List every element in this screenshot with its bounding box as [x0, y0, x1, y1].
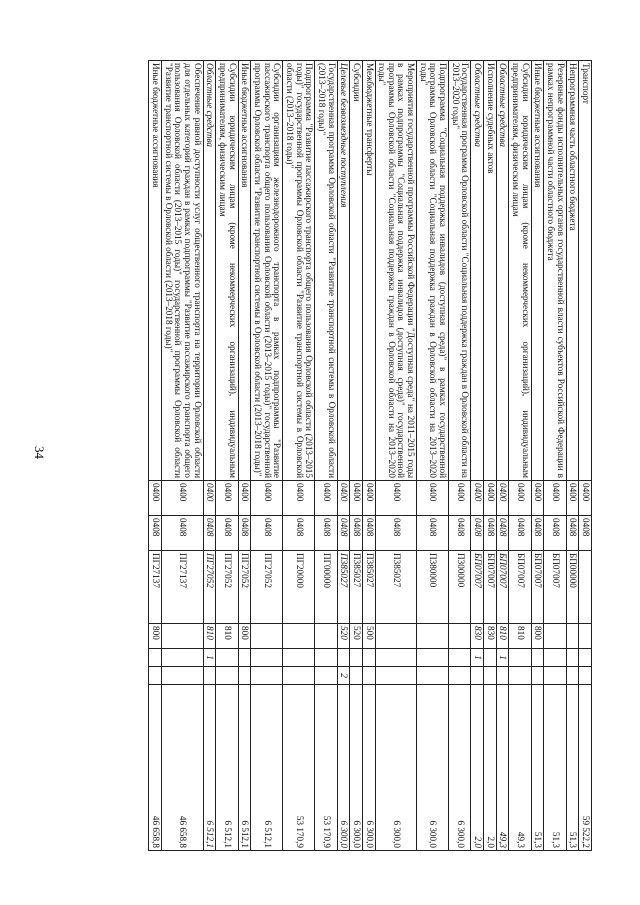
source-code-2-cell: [449, 667, 471, 685]
grbs-code-cell: 0400: [544, 481, 566, 516]
target-article-cell: ПГ27137: [162, 551, 204, 624]
amount-cell: 6 300,0: [350, 685, 363, 851]
amount-cell: 6 300,0: [362, 685, 375, 851]
target-article-cell: БП07007: [544, 551, 566, 624]
row-name-cell: Обеспечение равной доступности услуг общественного транспорта на территории Орловской области для отдельных категорий граждан в рамках подпрограммы "Развитие пассажирского транспорта общего пользования Орловской области (2013–2015 годы)" государственной программы Орловской области "Развитие транспортной системы в Орловской области (2013–2018 годы)": [162, 61, 204, 481]
amount-cell: 2,0: [471, 685, 484, 851]
target-article-cell: П300000: [449, 551, 471, 624]
expense-type-cell: 800: [238, 624, 251, 649]
amount-cell: 51,3: [566, 685, 579, 851]
table-row: [509, 61, 531, 851]
section-code-cell: 0408: [203, 516, 216, 551]
source-code-1-cell: [149, 649, 162, 667]
table-row: [496, 61, 509, 851]
row-name-cell: Субсидии юридическим лицам (кроме некоммерческих организаций), индивидуальным предпринимателям, физическим лицам: [509, 61, 531, 481]
section-code-cell: 0408: [375, 516, 417, 551]
source-code-2-cell: [283, 667, 315, 685]
source-code-2-cell: [496, 667, 509, 685]
section-code-cell: 0408: [162, 516, 204, 551]
target-article-cell: П380000: [417, 551, 449, 624]
amount-cell: 49,3: [509, 685, 531, 851]
section-code-cell: 0408: [579, 516, 592, 551]
amount-cell: 6 300,0: [337, 685, 350, 851]
expense-type-cell: 800: [149, 624, 162, 649]
section-code-cell: 0408: [496, 516, 509, 551]
source-code-1-cell: [449, 649, 471, 667]
table-row: [337, 61, 350, 851]
amount-cell: 49,3: [496, 685, 509, 851]
row-name-cell: Государственная программа Орловской области "Социальная поддержка граждан в Орловской области на 2013–2020 годы": [449, 61, 471, 481]
amount-cell: 46 658,8: [162, 685, 204, 851]
expense-type-cell: [566, 624, 579, 649]
grbs-code-cell: 0400: [251, 481, 283, 516]
target-article-cell: ПГ27052: [203, 551, 216, 624]
target-article-cell: БП07007: [509, 551, 531, 624]
section-code-cell: 0408: [544, 516, 566, 551]
row-name-cell: Субсидии юридическим лицам (кроме некоммерческих организаций), индивидуальным предпринимателям, физическим лицам: [216, 61, 238, 481]
row-name-cell: Подпрограмма "Социальная поддержка инвалидов (доступная среда)" в рамках государственной программы Орловской области "Социальная поддержка граждан в Орловской области на 2013–2020 годы": [417, 61, 449, 481]
row-name-cell: Областные средства: [203, 61, 216, 481]
expense-type-cell: 830: [471, 624, 484, 649]
section-code-cell: 0408: [566, 516, 579, 551]
grbs-code-cell: 0400: [579, 481, 592, 516]
source-code-2-cell: [238, 667, 251, 685]
expense-type-cell: 810: [509, 624, 531, 649]
expense-type-cell: [417, 624, 449, 649]
row-name-cell: Иные бюджетные ассигнования: [531, 61, 544, 481]
row-name-cell: Резервные фонды исполнительных органов государственной власти субъектов Российской Федерации в рамках непрограммной части областного бюджета: [544, 61, 566, 481]
section-code-cell: 0408: [149, 516, 162, 551]
grbs-code-cell: 0400: [417, 481, 449, 516]
table-row: [417, 61, 449, 851]
amount-cell: 46 658,8: [149, 685, 162, 851]
table-row: [149, 61, 162, 851]
amount-cell: 6 512,1: [216, 685, 238, 851]
table-row: [484, 61, 497, 851]
target-article-cell: ПГ27052: [238, 551, 251, 624]
source-code-1-cell: [484, 649, 497, 667]
expense-type-cell: [579, 624, 592, 649]
expense-type-cell: 500: [362, 624, 375, 649]
grbs-code-cell: 0400: [162, 481, 204, 516]
section-code-cell: 0408: [471, 516, 484, 551]
amount-cell: 59 522,2: [579, 685, 592, 851]
amount-cell: 6 300,0: [375, 685, 417, 851]
budget-table: [148, 60, 592, 851]
target-article-cell: БП07007: [471, 551, 484, 624]
source-code-1-cell: 1: [203, 649, 216, 667]
page-number: 34: [32, 446, 47, 459]
budget-table-body: [149, 61, 592, 851]
grbs-code-cell: 0400: [315, 481, 337, 516]
section-code-cell: 0408: [350, 516, 363, 551]
source-code-1-cell: [417, 649, 449, 667]
table-row: [162, 61, 204, 851]
row-name-cell: Целевые безвозмездные поступления: [337, 61, 350, 481]
grbs-code-cell: 0400: [362, 481, 375, 516]
amount-cell: 2,0: [484, 685, 497, 851]
source-code-1-cell: [162, 649, 204, 667]
source-code-1-cell: 1: [496, 649, 509, 667]
table-row: [531, 61, 544, 851]
source-code-1-cell: [579, 649, 592, 667]
grbs-code-cell: 0400: [449, 481, 471, 516]
table-row: [283, 61, 315, 851]
rotated-table-container: [80, 60, 592, 850]
expense-type-cell: 810: [496, 624, 509, 649]
target-article-cell: П385027: [375, 551, 417, 624]
source-code-1-cell: [544, 649, 566, 667]
table-row: [566, 61, 579, 851]
expense-type-cell: [375, 624, 417, 649]
source-code-2-cell: [484, 667, 497, 685]
section-code-cell: 0408: [417, 516, 449, 551]
grbs-code-cell: 0400: [484, 481, 497, 516]
table-row: [203, 61, 216, 851]
grbs-code-cell: 0400: [283, 481, 315, 516]
source-code-2-cell: [579, 667, 592, 685]
target-article-cell: П385027: [337, 551, 350, 624]
amount-cell: 51,3: [544, 685, 566, 851]
row-name-cell: Субсидии: [350, 61, 363, 481]
amount-cell: 6 512,1: [203, 685, 216, 851]
expense-type-cell: 800: [531, 624, 544, 649]
grbs-code-cell: 0400: [149, 481, 162, 516]
expense-type-cell: [251, 624, 283, 649]
table-row: [579, 61, 592, 851]
source-code-2-cell: [362, 667, 375, 685]
target-article-cell: ПГ20000: [283, 551, 315, 624]
source-code-2-cell: [162, 667, 204, 685]
grbs-code-cell: 0400: [350, 481, 363, 516]
source-code-2-cell: [375, 667, 417, 685]
row-name-cell: Государственная программа Орловской области "Развитие транспортной системы в Орловской области (2013–2018 годы)": [315, 61, 337, 481]
section-code-cell: 0408: [251, 516, 283, 551]
source-code-2-cell: [544, 667, 566, 685]
source-code-1-cell: [375, 649, 417, 667]
source-code-1-cell: [566, 649, 579, 667]
source-code-1-cell: [315, 649, 337, 667]
row-name-cell: Непрограммная часть областного бюджета: [566, 61, 579, 481]
target-article-cell: БП07007: [496, 551, 509, 624]
grbs-code-cell: 0400: [375, 481, 417, 516]
source-code-1-cell: [337, 649, 350, 667]
amount-cell: 6 512,1: [238, 685, 251, 851]
source-code-1-cell: 1: [471, 649, 484, 667]
source-code-2-cell: [531, 667, 544, 685]
table-row: [350, 61, 363, 851]
source-code-2-cell: [471, 667, 484, 685]
expense-type-cell: [449, 624, 471, 649]
grbs-code-cell: 0400: [216, 481, 238, 516]
section-code-cell: 0408: [484, 516, 497, 551]
section-code-cell: 0408: [216, 516, 238, 551]
source-code-2-cell: [203, 667, 216, 685]
source-code-1-cell: [216, 649, 238, 667]
grbs-code-cell: 0400: [337, 481, 350, 516]
source-code-1-cell: [251, 649, 283, 667]
grbs-code-cell: 0400: [471, 481, 484, 516]
expense-type-cell: 810: [216, 624, 238, 649]
row-name-cell: Областные средства: [471, 61, 484, 481]
source-code-1-cell: [531, 649, 544, 667]
amount-cell: 53 170,9: [315, 685, 337, 851]
section-code-cell: 0408: [362, 516, 375, 551]
source-code-2-cell: [216, 667, 238, 685]
source-code-2-cell: [350, 667, 363, 685]
section-code-cell: 0408: [449, 516, 471, 551]
grbs-code-cell: 0400: [566, 481, 579, 516]
row-name-cell: Транспорт: [579, 61, 592, 481]
source-code-2-cell: [251, 667, 283, 685]
row-name-cell: Субсидии организациям железнодорожного транспорта в рамках подпрограммы "Развитие пассажирского транспорта общего пользования Орловской области (2013–2015 годы)" государственной программы Орловской области "Развитие транспортной системы в Орловской области (2013–2018 годы)": [251, 61, 283, 481]
target-article-cell: ПГ27052: [251, 551, 283, 624]
section-code-cell: 0408: [509, 516, 531, 551]
target-article-cell: БП07007: [484, 551, 497, 624]
section-code-cell: 0408: [238, 516, 251, 551]
row-name-cell: Областные средства: [496, 61, 509, 481]
table-row: [216, 61, 238, 851]
table-row: [315, 61, 337, 851]
source-code-2-cell: [509, 667, 531, 685]
target-article-cell: БП00000: [566, 551, 579, 624]
row-name-cell: Подпрограмма "Развитие пассажирского транспорта общего пользования Орловской области (2013–2015 годы)" государственной программы Орловской области "Развитие транспортной системы в Орловской области (2013–2018 годы)": [283, 61, 315, 481]
section-code-cell: 0408: [337, 516, 350, 551]
amount-cell: 6 300,0: [417, 685, 449, 851]
table-row: [375, 61, 417, 851]
target-article-cell: ПГ27052: [216, 551, 238, 624]
table-row: [238, 61, 251, 851]
source-code-1-cell: [283, 649, 315, 667]
grbs-code-cell: 0400: [531, 481, 544, 516]
expense-type-cell: 520: [350, 624, 363, 649]
expense-type-cell: 830: [484, 624, 497, 649]
target-article-cell: П385027: [350, 551, 363, 624]
source-code-1-cell: [238, 649, 251, 667]
row-name-cell: Иные бюджетные ассигнования: [238, 61, 251, 481]
source-code-2-cell: [417, 667, 449, 685]
amount-cell: 51,3: [531, 685, 544, 851]
grbs-code-cell: 0400: [238, 481, 251, 516]
target-article-cell: БП07007: [531, 551, 544, 624]
source-code-2-cell: 2: [337, 667, 350, 685]
expense-type-cell: [544, 624, 566, 649]
row-name-cell: Мероприятия государственной программы Российской Федерации "Доступная среда" на 2011–2015 годы в рамках подпрограммы "Социальная поддержка инвалидов (доступная среда)" государственной программы Орловской области "Социальная поддержка граждан в Орловской области на 2013–2020 годы": [375, 61, 417, 481]
table-row: [471, 61, 484, 851]
table-row: [251, 61, 283, 851]
expense-type-cell: [283, 624, 315, 649]
expense-type-cell: 520: [337, 624, 350, 649]
target-article-cell: [579, 551, 592, 624]
row-name-cell: Исполнение судебных актов: [484, 61, 497, 481]
target-article-cell: ПГ27137: [149, 551, 162, 624]
source-code-1-cell: [362, 649, 375, 667]
target-article-cell: ПГ00000: [315, 551, 337, 624]
source-code-2-cell: [566, 667, 579, 685]
section-code-cell: 0408: [315, 516, 337, 551]
row-name-cell: Межбюджетные трансферты: [362, 61, 375, 481]
section-code-cell: 0408: [531, 516, 544, 551]
grbs-code-cell: 0400: [203, 481, 216, 516]
grbs-code-cell: 0400: [496, 481, 509, 516]
table-row: [362, 61, 375, 851]
section-code-cell: 0408: [283, 516, 315, 551]
source-code-2-cell: [149, 667, 162, 685]
amount-cell: 6 512,1: [251, 685, 283, 851]
amount-cell: 6 300,0: [449, 685, 471, 851]
table-row: [544, 61, 566, 851]
row-name-cell: Иные бюджетные ассигнования: [149, 61, 162, 481]
amount-cell: 53 170,9: [283, 685, 315, 851]
source-code-1-cell: [350, 649, 363, 667]
grbs-code-cell: 0400: [509, 481, 531, 516]
source-code-2-cell: [315, 667, 337, 685]
expense-type-cell: [162, 624, 204, 649]
expense-type-cell: 810: [203, 624, 216, 649]
target-article-cell: П385027: [362, 551, 375, 624]
expense-type-cell: [315, 624, 337, 649]
table-row: [449, 61, 471, 851]
source-code-1-cell: [509, 649, 531, 667]
